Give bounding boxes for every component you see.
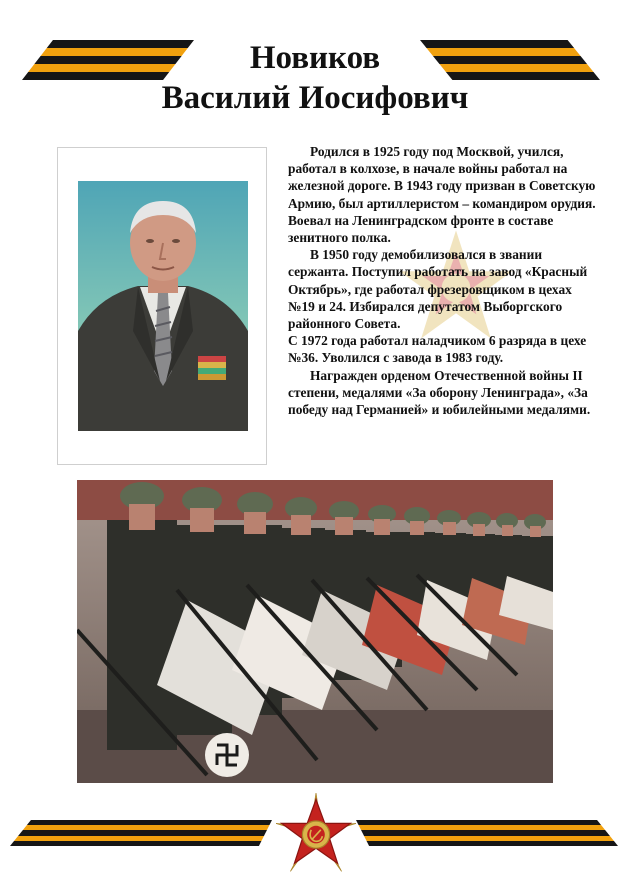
portrait-photo [78, 181, 248, 431]
page-title-surname: Новиков [249, 40, 381, 76]
victory-parade-photo [77, 480, 553, 783]
portrait-frame [57, 147, 267, 465]
bio-paragraph-4: Награжден орденом Отечественной войны II степени, медалями «За оборону Ленинграда», «За победу над Германией» и юбилейными медалями. [288, 367, 591, 418]
bio-paragraph-2: В 1950 году демобилизовался в звании сержанта. Поступил работать на завод «Красный Октябрь», где работал фрезеровщиком в цехах №19 и 24. Избирался депутатом Выборгского районного Совета. [288, 247, 588, 332]
bio-paragraph-3: С 1972 года работал наладчиком 6 разряда в цехе №36. Уволился с завода в 1983 году. [288, 333, 587, 366]
order-of-patriotic-war-icon [276, 793, 356, 873]
biography-text [288, 143, 600, 418]
ribbon-bottom-left [10, 820, 272, 846]
ribbon-bottom-right [356, 820, 618, 846]
page-title-name: Василий Иосифович [161, 80, 469, 116]
bio-paragraph-1: Родился в 1925 году под Москвой, учился, работал в колхозе, в начале войны работал на железной дороге. В 1943 году призван в Советскую Армию, был артиллеристом – командиром орудия. Воевал на Ленинградском фронте в составе зенитного полка. [288, 144, 596, 246]
